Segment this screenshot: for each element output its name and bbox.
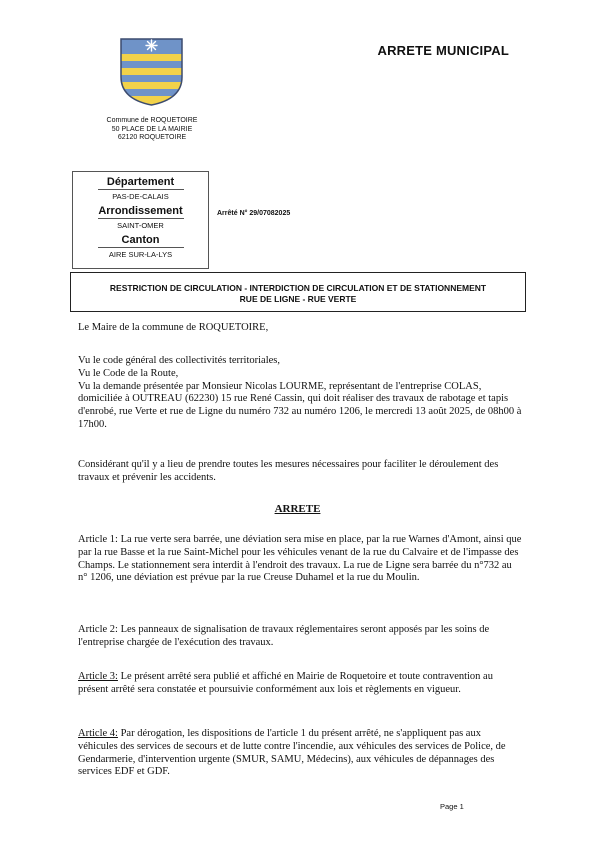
- article-2: [78, 624, 523, 650]
- star-icon: [146, 40, 157, 51]
- commune-name: Commune de ROQUETOIRE: [106, 117, 198, 124]
- canton-value: AIRE SUR-LA-LYS: [108, 250, 173, 259]
- maire-paragraph: Le Maire de la commune de ROQUETOIRE,: [78, 322, 269, 333]
- commune-city: 62120 ROQUETOIRE: [117, 134, 187, 141]
- commune-address: [84, 117, 220, 143]
- divider: [98, 247, 184, 248]
- subject-line-1: RESTRICTION DE CIRCULATION - INTERDICTION DE CIRCULATION ET DE STATIONNEMENT: [109, 283, 487, 293]
- article-2-label: Article 2:: [78, 624, 118, 635]
- canton-label: Canton: [121, 234, 160, 246]
- vu-line-2: Vu le Code de la Route,: [78, 367, 179, 379]
- document-title: ARRETE MUNICIPAL: [377, 43, 509, 58]
- subject-box: [70, 272, 526, 312]
- arrondissement-label: Arrondissement: [98, 205, 183, 217]
- article-2-text: Les panneaux de signalisation de travaux réglementaires seront apposés par les soins de l'entreprise chargée de l'exécution des travaux.: [78, 624, 490, 648]
- article-4: [78, 728, 523, 779]
- vu-line-3: Vu la demande présentée par Monsieur Nicolas LOURME, représentant de l'entreprise COLAS, domiciliée à OUTREAU (62230) 15 rue René Cassin, qui doit réaliser des travaux de rabotage et tapis d'enrobé, rue Verte et rue de Ligne du numéro 732 au numéro 1206, le mercredi 13 août 2025, de 08h00 à 17h00.: [78, 380, 522, 430]
- page-number: Page 1: [440, 802, 464, 811]
- article-1: [78, 534, 523, 585]
- article-4-label: Article 4:: [78, 728, 118, 739]
- article-3-text: Le présent arrêté sera publié et affiché en Mairie de Roquetoire et toute contravention au présent arrêté sera constatée et poursuivie conformément aux lois et règlements en vigueur.: [78, 671, 493, 695]
- vu-paragraph: [78, 355, 523, 432]
- article-3-label: Article 3:: [78, 671, 118, 682]
- commune-street: 50 PLACE DE LA MAIRIE: [111, 125, 193, 133]
- arrete-number: Arrêté N° 29/07082025: [217, 210, 291, 217]
- divider: [98, 218, 184, 219]
- admin-info-box: [72, 171, 209, 269]
- crest-logo: [119, 37, 184, 107]
- arrondissement-value: SAINT-OMER: [117, 221, 164, 230]
- article-1-text: La rue verte sera barrée, une déviation sera mise en place, par la rue Warnes d'Amont, ainsi que par la rue Basse et la rue Saint-Michel pour les véhicules venant de la rue du Calvaire et de l'impasse des Champs. Le stationnement sera interdit à l'endroit des travaux. La rue de Ligne sera barrée du n°732 au n° 1206, une déviation est prévue par la rue Creuse Duhamel et la rue du Moulin.: [78, 534, 522, 584]
- subject-line-2: RUE DE LIGNE - RUE VERTE: [239, 294, 357, 304]
- vu-line-1: Vu le code général des collectivités territoriales,: [78, 355, 280, 366]
- considerant-paragraph: Considérant qu'il y a lieu de prendre toutes les mesures nécessaires pour faciliter le déroulement des travaux et prévenir les accidents.: [78, 459, 499, 483]
- divider: [98, 189, 184, 190]
- departement-value: PAS-DE-CALAIS: [112, 192, 169, 201]
- article-3: [78, 671, 523, 697]
- departement-label: Département: [106, 176, 175, 188]
- article-1-label: Article 1:: [78, 534, 118, 545]
- arrete-heading: ARRETE: [274, 503, 321, 515]
- article-4-text: Par dérogation, les dispositions de l'article 1 du présent arrêté, ne s'appliquent pas aux véhicules des services de secours et de lutte contre l'incendie, aux véhicules des services de Police, de Gendarmerie, d'intervention urgente (SMUR, SAMU, Médecins), aux véhicules de dépannages des services EDF et GDF.: [78, 728, 506, 778]
